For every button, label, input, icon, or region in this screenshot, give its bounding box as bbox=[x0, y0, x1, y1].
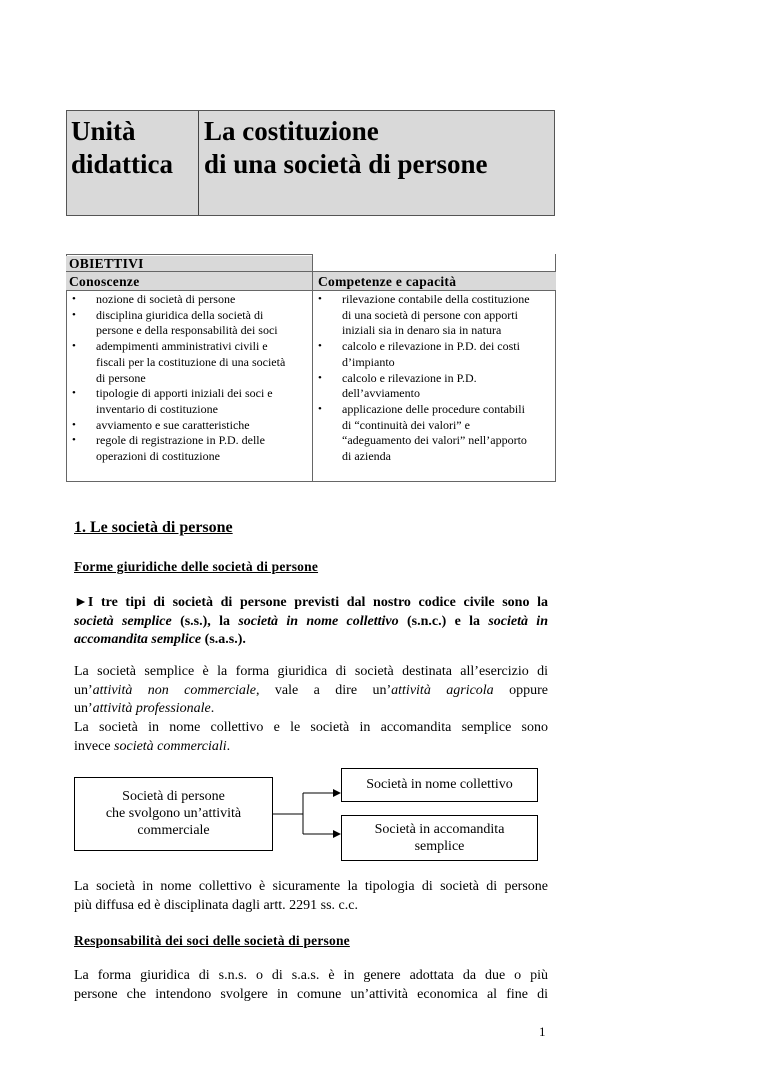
bullet-icon: • bbox=[72, 418, 76, 431]
bullet-icon: • bbox=[318, 293, 322, 305]
unit-label-line1: Unità bbox=[71, 116, 136, 146]
skill-item bbox=[312, 292, 556, 339]
knowledge-item bbox=[66, 433, 311, 464]
knowledge-title: Conoscenze bbox=[69, 274, 140, 289]
knowledge-item bbox=[66, 308, 311, 339]
bullet-icon: • bbox=[72, 387, 76, 400]
unit-title-line1: La costituzione bbox=[204, 116, 379, 146]
bullet-icon: • bbox=[72, 434, 76, 447]
skill-item bbox=[312, 371, 556, 402]
unit-title-box bbox=[66, 110, 555, 216]
objectives-header: OBIETTIVI bbox=[69, 256, 144, 271]
arrow-bullet-icon: ► bbox=[74, 595, 88, 610]
skills-list bbox=[312, 292, 556, 465]
skill-item-line: iniziali sia in denaro sia in natura bbox=[342, 323, 502, 338]
bullet-icon: • bbox=[72, 308, 76, 321]
bullet-icon: • bbox=[72, 293, 76, 305]
skill-item-line: rilevazione contabile della costituzione bbox=[342, 292, 530, 306]
skill-item bbox=[312, 339, 556, 370]
knowledge-item-line: operazioni di costituzione bbox=[96, 449, 220, 464]
knowledge-item-line: nozione di società di persone bbox=[96, 292, 236, 306]
knowledge-item-line: persone e della responsabilità dei soci bbox=[96, 323, 278, 338]
section-heading: 1. Le società di persone bbox=[74, 519, 233, 536]
bullet-icon: • bbox=[318, 371, 322, 384]
knowledge-item bbox=[66, 386, 311, 417]
skill-item-line: di “continuità dei valori” e bbox=[342, 417, 470, 432]
skill-item-line: “adeguamento dei valori” nell’apporto bbox=[342, 433, 527, 448]
skill-item-line: d’impianto bbox=[342, 354, 395, 369]
diagram-connector-arrows bbox=[273, 780, 343, 846]
skills-header-cell bbox=[312, 271, 556, 290]
bullet-icon: • bbox=[318, 340, 322, 353]
skill-item bbox=[312, 402, 556, 465]
knowledge-item-line: fiscali per la costituzione di una società bbox=[96, 354, 286, 369]
paragraph-simple-company: La società semplice è la forma giuridica di società destinata all’esercizio di un’attività non commerciale, vale a dire un’attività agricola oppure un’attività professionale. La società in nome collettivo e le società in accomandita semplice sono invece società commerciali. bbox=[74, 664, 548, 754]
subheading-legal-forms: Forme giuridiche delle società di persone bbox=[74, 559, 319, 574]
paragraph-company-types: ►I tre tipi di società di persone previsti dal nostro codice civile sono la società semplice (s.s.), la società in nome collettivo (s.n.c.) e la società in accomandita semplice (s.a.s.). bbox=[74, 595, 548, 648]
title-divider bbox=[198, 111, 199, 215]
bullet-icon: • bbox=[318, 402, 322, 415]
knowledge-item-line: regole di registrazione in P.D. delle bbox=[96, 433, 265, 448]
paragraph-liability: La forma giuridica di s.n.s. o di s.a.s. è in genere adottata da due o più persone che intendono svolgere in comune un’attività economica al fine di bbox=[74, 968, 548, 1002]
diagram-sas-box: Società in accomandita semplice bbox=[341, 815, 538, 861]
unit-label-line2: didattica bbox=[71, 149, 174, 179]
skill-item-line: dell’avviamento bbox=[342, 386, 420, 401]
skill-item-line: calcolo e rilevazione in P.D. dei costi bbox=[342, 339, 520, 354]
unit-title-line2: di una società di persone bbox=[204, 149, 488, 179]
knowledge-item-line: avviamento e sue caratteristiche bbox=[96, 417, 250, 432]
page-number: 1 bbox=[539, 1024, 546, 1039]
paragraph-snc-diffusion: La società in nome collettivo è sicuramente la tipologia di società di persone più diffusa ed è disciplinata dagli artt. 2291 ss. c.c. bbox=[74, 879, 548, 913]
diagram-commercial-companies-box: Società di persone che svolgono un’attività commerciale bbox=[74, 777, 273, 851]
knowledge-item-line: disciplina giuridica della società di bbox=[96, 307, 264, 322]
knowledge-item bbox=[66, 418, 311, 434]
skill-item-line: di una società di persone con apporti bbox=[342, 307, 518, 322]
knowledge-item bbox=[66, 292, 311, 308]
objectives-header-cell bbox=[66, 256, 312, 271]
knowledge-item-line: adempimenti amministrativi civili e bbox=[96, 339, 268, 354]
objectives-header-divider bbox=[66, 290, 556, 291]
skill-item-line: calcolo e rilevazione in P.D. bbox=[342, 370, 477, 385]
skill-item-line: di azienda bbox=[342, 449, 391, 464]
knowledge-list bbox=[66, 292, 311, 465]
knowledge-item-line: tipologie di apporti iniziali dei soci e bbox=[96, 386, 273, 401]
subheading-partner-liability: Responsabilità dei soci delle società di persone bbox=[74, 933, 350, 948]
knowledge-item bbox=[66, 339, 311, 386]
knowledge-header-cell bbox=[66, 271, 312, 290]
diagram-snc-box: Società in nome collettivo bbox=[341, 768, 538, 802]
objectives-top-border bbox=[66, 254, 312, 255]
skills-title: Competenze e capacità bbox=[318, 274, 457, 289]
skill-item-line: applicazione delle procedure contabili bbox=[342, 401, 525, 416]
bullet-icon: • bbox=[72, 340, 76, 353]
knowledge-item-line: di persone bbox=[96, 370, 146, 385]
knowledge-item-line: inventario di costituzione bbox=[96, 401, 218, 416]
